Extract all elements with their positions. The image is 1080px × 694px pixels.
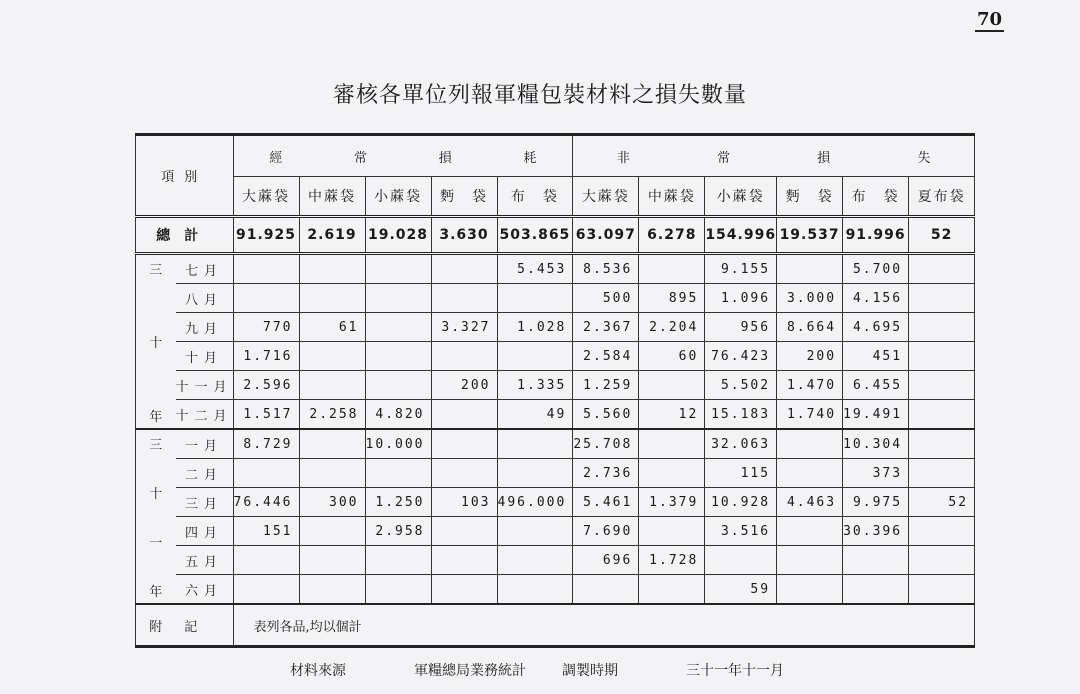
data-cell <box>639 371 705 400</box>
year-char: 年 <box>149 584 163 600</box>
column-header: 麪 袋 <box>431 177 497 217</box>
data-cell <box>431 575 497 605</box>
data-cell: 10.928 <box>705 488 777 517</box>
data-cell: 200 <box>431 371 497 400</box>
data-cell: 2.958 <box>365 517 431 546</box>
total-cell: 19.028 <box>365 217 431 254</box>
date-value: 三十一年十一月 <box>686 663 784 679</box>
data-cell: 3.327 <box>431 313 497 342</box>
year-char: 十 <box>149 336 163 351</box>
data-cell: 1.250 <box>365 488 431 517</box>
data-cell <box>909 284 975 313</box>
data-cell <box>909 400 975 430</box>
data-cell: 451 <box>843 342 909 371</box>
data-table <box>135 133 975 648</box>
data-cell <box>639 575 705 605</box>
table-row <box>136 371 975 400</box>
group-header-char: 常 <box>717 150 731 166</box>
data-cell: 1.379 <box>639 488 705 517</box>
total-cell: 63.097 <box>573 217 639 254</box>
data-cell <box>639 517 705 546</box>
total-cell: 91.996 <box>843 217 909 254</box>
data-cell <box>431 517 497 546</box>
data-cell: 76.423 <box>705 342 777 371</box>
data-cell <box>909 254 975 284</box>
page-number: 70 <box>976 9 1002 30</box>
data-cell: 5.502 <box>705 371 777 400</box>
table-row <box>136 546 975 575</box>
total-cell: 19.537 <box>777 217 843 254</box>
column-header: 中蔴袋 <box>299 177 365 217</box>
data-cell <box>497 284 573 313</box>
month-label: 二月 <box>176 459 234 488</box>
data-cell: 500 <box>573 284 639 313</box>
data-cell: 59 <box>705 575 777 605</box>
total-cell: 91.925 <box>233 217 299 254</box>
data-cell <box>705 546 777 575</box>
data-cell: 9.155 <box>705 254 777 284</box>
data-cell: 61 <box>299 313 365 342</box>
year-label <box>136 429 176 604</box>
data-cell: 19.491 <box>843 400 909 430</box>
year-label <box>136 254 176 430</box>
data-cell <box>365 546 431 575</box>
data-cell: 956 <box>705 313 777 342</box>
total-cell: 52 <box>909 217 975 254</box>
data-cell <box>365 459 431 488</box>
data-cell <box>909 313 975 342</box>
data-cell <box>365 575 431 605</box>
note-label: 附記 <box>136 604 234 647</box>
month-label: 十一月 <box>176 371 234 400</box>
month-label: 五月 <box>176 546 234 575</box>
data-cell: 12 <box>639 400 705 430</box>
total-cell: 6.278 <box>639 217 705 254</box>
data-cell: 8.729 <box>233 429 299 459</box>
data-cell: 7.690 <box>573 517 639 546</box>
data-cell <box>639 459 705 488</box>
month-label: 四月 <box>176 517 234 546</box>
data-cell <box>431 546 497 575</box>
group-header-char: 失 <box>917 150 931 166</box>
data-cell: 15.183 <box>705 400 777 430</box>
month-label: 八月 <box>176 284 234 313</box>
group-header-char: 經 <box>269 150 283 166</box>
data-cell <box>777 459 843 488</box>
data-cell: 76.446 <box>233 488 299 517</box>
data-cell <box>639 254 705 284</box>
data-cell: 60 <box>639 342 705 371</box>
year-char: 十 <box>149 486 163 502</box>
year-char: 三 <box>149 437 163 453</box>
data-cell: 2.367 <box>573 313 639 342</box>
month-label: 六月 <box>176 575 234 605</box>
data-cell <box>497 429 573 459</box>
group-header-extraordinary <box>573 135 975 177</box>
data-cell: 30.396 <box>843 517 909 546</box>
data-cell: 8.664 <box>777 313 843 342</box>
column-header-row <box>136 177 975 217</box>
total-cell: 2.619 <box>299 217 365 254</box>
column-header: 布 袋 <box>497 177 573 217</box>
column-header: 小蔴袋 <box>705 177 777 217</box>
column-header: 夏布袋 <box>909 177 975 217</box>
data-cell <box>365 342 431 371</box>
total-cell: 3.630 <box>431 217 497 254</box>
note-text: 表列各品,均以個計 <box>233 604 975 647</box>
note-row <box>136 604 975 647</box>
data-cell: 32.063 <box>705 429 777 459</box>
data-cell <box>909 546 975 575</box>
data-cell <box>777 575 843 605</box>
column-header: 麪 袋 <box>777 177 843 217</box>
source-value: 軍糧總局業務統計 <box>414 663 526 679</box>
data-cell: 1.335 <box>497 371 573 400</box>
total-cell: 503.865 <box>497 217 573 254</box>
group-header-char: 非 <box>616 150 630 166</box>
column-header: 大蔴袋 <box>573 177 639 217</box>
data-cell: 10.000 <box>365 429 431 459</box>
data-cell <box>909 517 975 546</box>
column-header: 大蔴袋 <box>233 177 299 217</box>
data-cell: 10.304 <box>843 429 909 459</box>
data-cell <box>909 429 975 459</box>
date-label: 調製時期 <box>562 663 618 679</box>
data-cell: 5.560 <box>573 400 639 430</box>
data-cell: 8.536 <box>573 254 639 284</box>
month-label: 九月 <box>176 313 234 342</box>
data-cell <box>497 546 573 575</box>
year-char: 一 <box>149 535 163 551</box>
page-title: 審核各單位列報軍糧包裝材料之損失數量 <box>332 83 747 108</box>
data-cell <box>497 342 573 371</box>
data-cell <box>909 371 975 400</box>
data-cell <box>497 459 573 488</box>
total-row <box>136 217 975 254</box>
data-cell <box>365 254 431 284</box>
data-cell: 373 <box>843 459 909 488</box>
data-cell <box>909 459 975 488</box>
data-cell: 9.975 <box>843 488 909 517</box>
data-cell: 1.728 <box>639 546 705 575</box>
data-cell <box>299 371 365 400</box>
data-cell <box>497 575 573 605</box>
data-cell <box>299 459 365 488</box>
group-header-row <box>136 135 975 177</box>
data-cell <box>233 284 299 313</box>
data-cell: 1.470 <box>777 371 843 400</box>
data-cell <box>365 371 431 400</box>
data-cell: 4.695 <box>843 313 909 342</box>
data-cell: 200 <box>777 342 843 371</box>
data-cell <box>299 429 365 459</box>
data-cell: 5.453 <box>497 254 573 284</box>
table-row <box>136 400 975 430</box>
data-cell: 2.596 <box>233 371 299 400</box>
data-cell <box>573 575 639 605</box>
data-cell: 1.028 <box>497 313 573 342</box>
table-row <box>136 342 975 371</box>
data-cell: 3.000 <box>777 284 843 313</box>
table-row <box>136 575 975 605</box>
data-cell <box>777 254 843 284</box>
data-cell <box>365 284 431 313</box>
data-cell: 1.096 <box>705 284 777 313</box>
month-label: 七月 <box>176 254 234 284</box>
group-header-char: 損 <box>817 150 831 166</box>
data-cell <box>431 429 497 459</box>
item-label: 項別 <box>136 135 234 217</box>
data-cell: 5.461 <box>573 488 639 517</box>
month-label: 一月 <box>176 429 234 459</box>
table-row <box>136 284 975 313</box>
year-char: 三 <box>149 262 163 278</box>
data-cell <box>233 459 299 488</box>
data-cell <box>299 575 365 605</box>
data-cell: 2.736 <box>573 459 639 488</box>
table-row <box>136 459 975 488</box>
data-cell: 2.584 <box>573 342 639 371</box>
group-header-regular <box>233 135 573 177</box>
column-header: 布 袋 <box>843 177 909 217</box>
total-label: 總計 <box>136 217 234 254</box>
month-label: 十二月 <box>176 400 234 430</box>
data-cell: 115 <box>705 459 777 488</box>
data-cell: 2.258 <box>299 400 365 430</box>
table-row <box>136 429 975 459</box>
data-cell <box>843 575 909 605</box>
data-cell: 1.259 <box>573 371 639 400</box>
data-cell <box>299 284 365 313</box>
data-cell <box>909 342 975 371</box>
table-row <box>136 488 975 517</box>
data-cell: 496.000 <box>497 488 573 517</box>
data-cell <box>497 517 573 546</box>
data-cell: 4.156 <box>843 284 909 313</box>
data-cell <box>431 400 497 430</box>
data-cell: 300 <box>299 488 365 517</box>
group-header-char: 常 <box>354 150 368 166</box>
group-header-char: 耗 <box>523 150 537 166</box>
column-header: 小蔴袋 <box>365 177 431 217</box>
data-cell <box>233 575 299 605</box>
table-row <box>136 517 975 546</box>
data-cell: 3.516 <box>705 517 777 546</box>
data-cell <box>233 254 299 284</box>
source-label: 材料來源 <box>290 663 346 679</box>
total-cell: 154.996 <box>705 217 777 254</box>
data-cell: 770 <box>233 313 299 342</box>
data-cell <box>365 313 431 342</box>
data-cell: 4.463 <box>777 488 843 517</box>
data-cell <box>777 429 843 459</box>
data-cell: 49 <box>497 400 573 430</box>
group-header-char: 損 <box>438 150 452 166</box>
data-cell <box>431 284 497 313</box>
data-cell <box>299 517 365 546</box>
month-label: 三月 <box>176 488 234 517</box>
month-label: 十月 <box>176 342 234 371</box>
data-cell <box>431 254 497 284</box>
data-cell <box>431 459 497 488</box>
data-cell: 1.716 <box>233 342 299 371</box>
data-cell: 1.517 <box>233 400 299 430</box>
data-cell: 103 <box>431 488 497 517</box>
data-cell <box>431 342 497 371</box>
year-char: 年 <box>149 409 163 425</box>
data-cell: 25.708 <box>573 429 639 459</box>
data-cell <box>639 429 705 459</box>
data-cell <box>777 517 843 546</box>
data-cell: 6.455 <box>843 371 909 400</box>
table-row <box>136 313 975 342</box>
data-cell: 5.700 <box>843 254 909 284</box>
data-cell <box>299 342 365 371</box>
data-cell <box>299 546 365 575</box>
data-cell <box>909 575 975 605</box>
data-cell <box>233 546 299 575</box>
column-header: 中蔴袋 <box>639 177 705 217</box>
data-cell: 2.204 <box>639 313 705 342</box>
data-cell: 151 <box>233 517 299 546</box>
data-cell: 696 <box>573 546 639 575</box>
data-cell: 1.740 <box>777 400 843 430</box>
data-cell: 4.820 <box>365 400 431 430</box>
table-row <box>136 254 975 284</box>
data-cell: 52 <box>909 488 975 517</box>
data-cell <box>777 546 843 575</box>
data-cell: 895 <box>639 284 705 313</box>
data-cell <box>843 546 909 575</box>
data-cell <box>299 254 365 284</box>
